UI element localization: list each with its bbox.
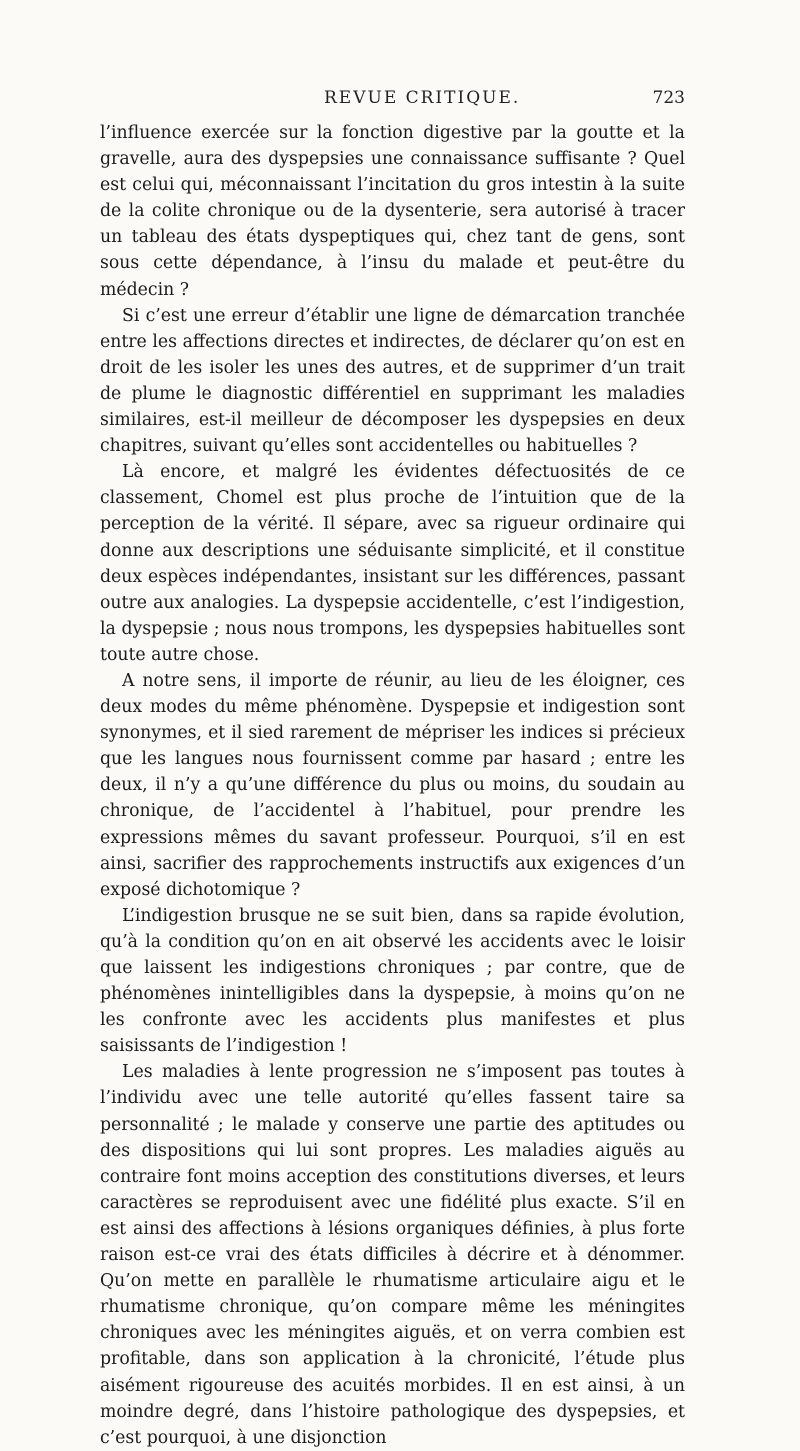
- book-page: [100, 88, 685, 1451]
- paragraph-6: Les maladies à lente progression ne s’imposent pas toutes à l’individu avec une telle autorité qu’elles fassent taire sa personnalité ; le malade y conserve une partie des aptitudes ou des dispositions qui lui sont propres. Les maladies aiguës au contraire font moins acception des constitutions diverses, et leurs caractères se reproduisent avec une fidélité plus exacte. S’il en est ainsi des affections à lésions organiques définies, à plus forte raison est-ce vrai des états difficiles à décrire et à dénommer. Qu’on mette en parallèle le rhumatisme articulaire aigu et le rhumatisme chronique, qu’on compare même les méningites chroniques avec les méningites aiguës, et on verra combien est profitable, dans son application à la chronicité, l’étude plus aisément rigoureuse des acuités morbides. Il en est ainsi, à un moindre degré, dans l’histoire pathologique des dyspepsies, et c’est pourquoi, à une disjonction: [100, 1062, 685, 1448]
- paragraph-4: A notre sens, il importe de réunir, au lieu de les éloigner, ces deux modes du même phénomène. Dyspepsie et indigestion sont synonymes, et il sied rarement de mépriser les indices si précieux que les langues nous fournissent comme par hasard ; entre les deux, il n’y a qu’une différence du plus ou moins, du soudain au chronique, de l’accidentel à l’habituel, pour prendre les expressions mêmes du savant professeur. Pourquoi, s’il en est ainsi, sacrifier des rapprochements instructifs aux exigences d’un exposé dichotomique ?: [100, 670, 685, 900]
- page-number: 723: [652, 88, 685, 108]
- paragraph-2: Si c’est une erreur d’établir une ligne de démarcation tranchée entre les affections directes et indirectes, de déclarer qu’on est en droit de les isoler les unes des autres, et de supprimer d’un trait de plume le diagnostic différentiel en supprimant les maladies similaires, est-il meilleur de décomposer les dyspepsies en deux chapitres, suivant qu’elles sont accidentelles ou habituelles ?: [100, 305, 685, 457]
- body-text: [100, 120, 685, 1451]
- page-header: [100, 88, 685, 118]
- running-title: REVUE CRITIQUE.: [324, 88, 521, 108]
- paragraph-3: Là encore, et malgré les évidentes défectuosités de ce classement, Chomel est plus proche de l’intuition que de la perception de la vérité. Il sépare, avec sa rigueur ordinaire qui donne aux descriptions une séduisante simplicité, et il constitue deux espèces indépendantes, insistant sur les différences, passant outre aux analogies. La dyspepsie accidentelle, c’est l’indigestion, la dyspepsie ; nous nous trompons, les dyspepsies habituelles sont toute autre chose.: [100, 462, 685, 665]
- paragraph-1: l’influence exercée sur la fonction digestive par la goutte et la gravelle, aura des dyspepsies une connaissance suffisante ? Quel est celui qui, méconnaissant l’incitation du gros intestin à la suite de la colite chronique ou de la dysenterie, sera autorisé à tracer un tableau des états dyspeptiques qui, chez tant de gens, sont sous cette dépendance, à l’insu du malade et peut-être du médecin ?: [100, 123, 685, 300]
- paragraph-5: L’indigestion brusque ne se suit bien, dans sa rapide évolution, qu’à la condition qu’on en ait observé les accidents avec le loisir que laissent les indigestions chroniques ; par contre, que de phénomènes inintelligibles dans la dyspepsie, à moins qu’on ne les confronte avec les accidents plus manifestes et plus saisissants de l’indigestion !: [100, 905, 685, 1057]
